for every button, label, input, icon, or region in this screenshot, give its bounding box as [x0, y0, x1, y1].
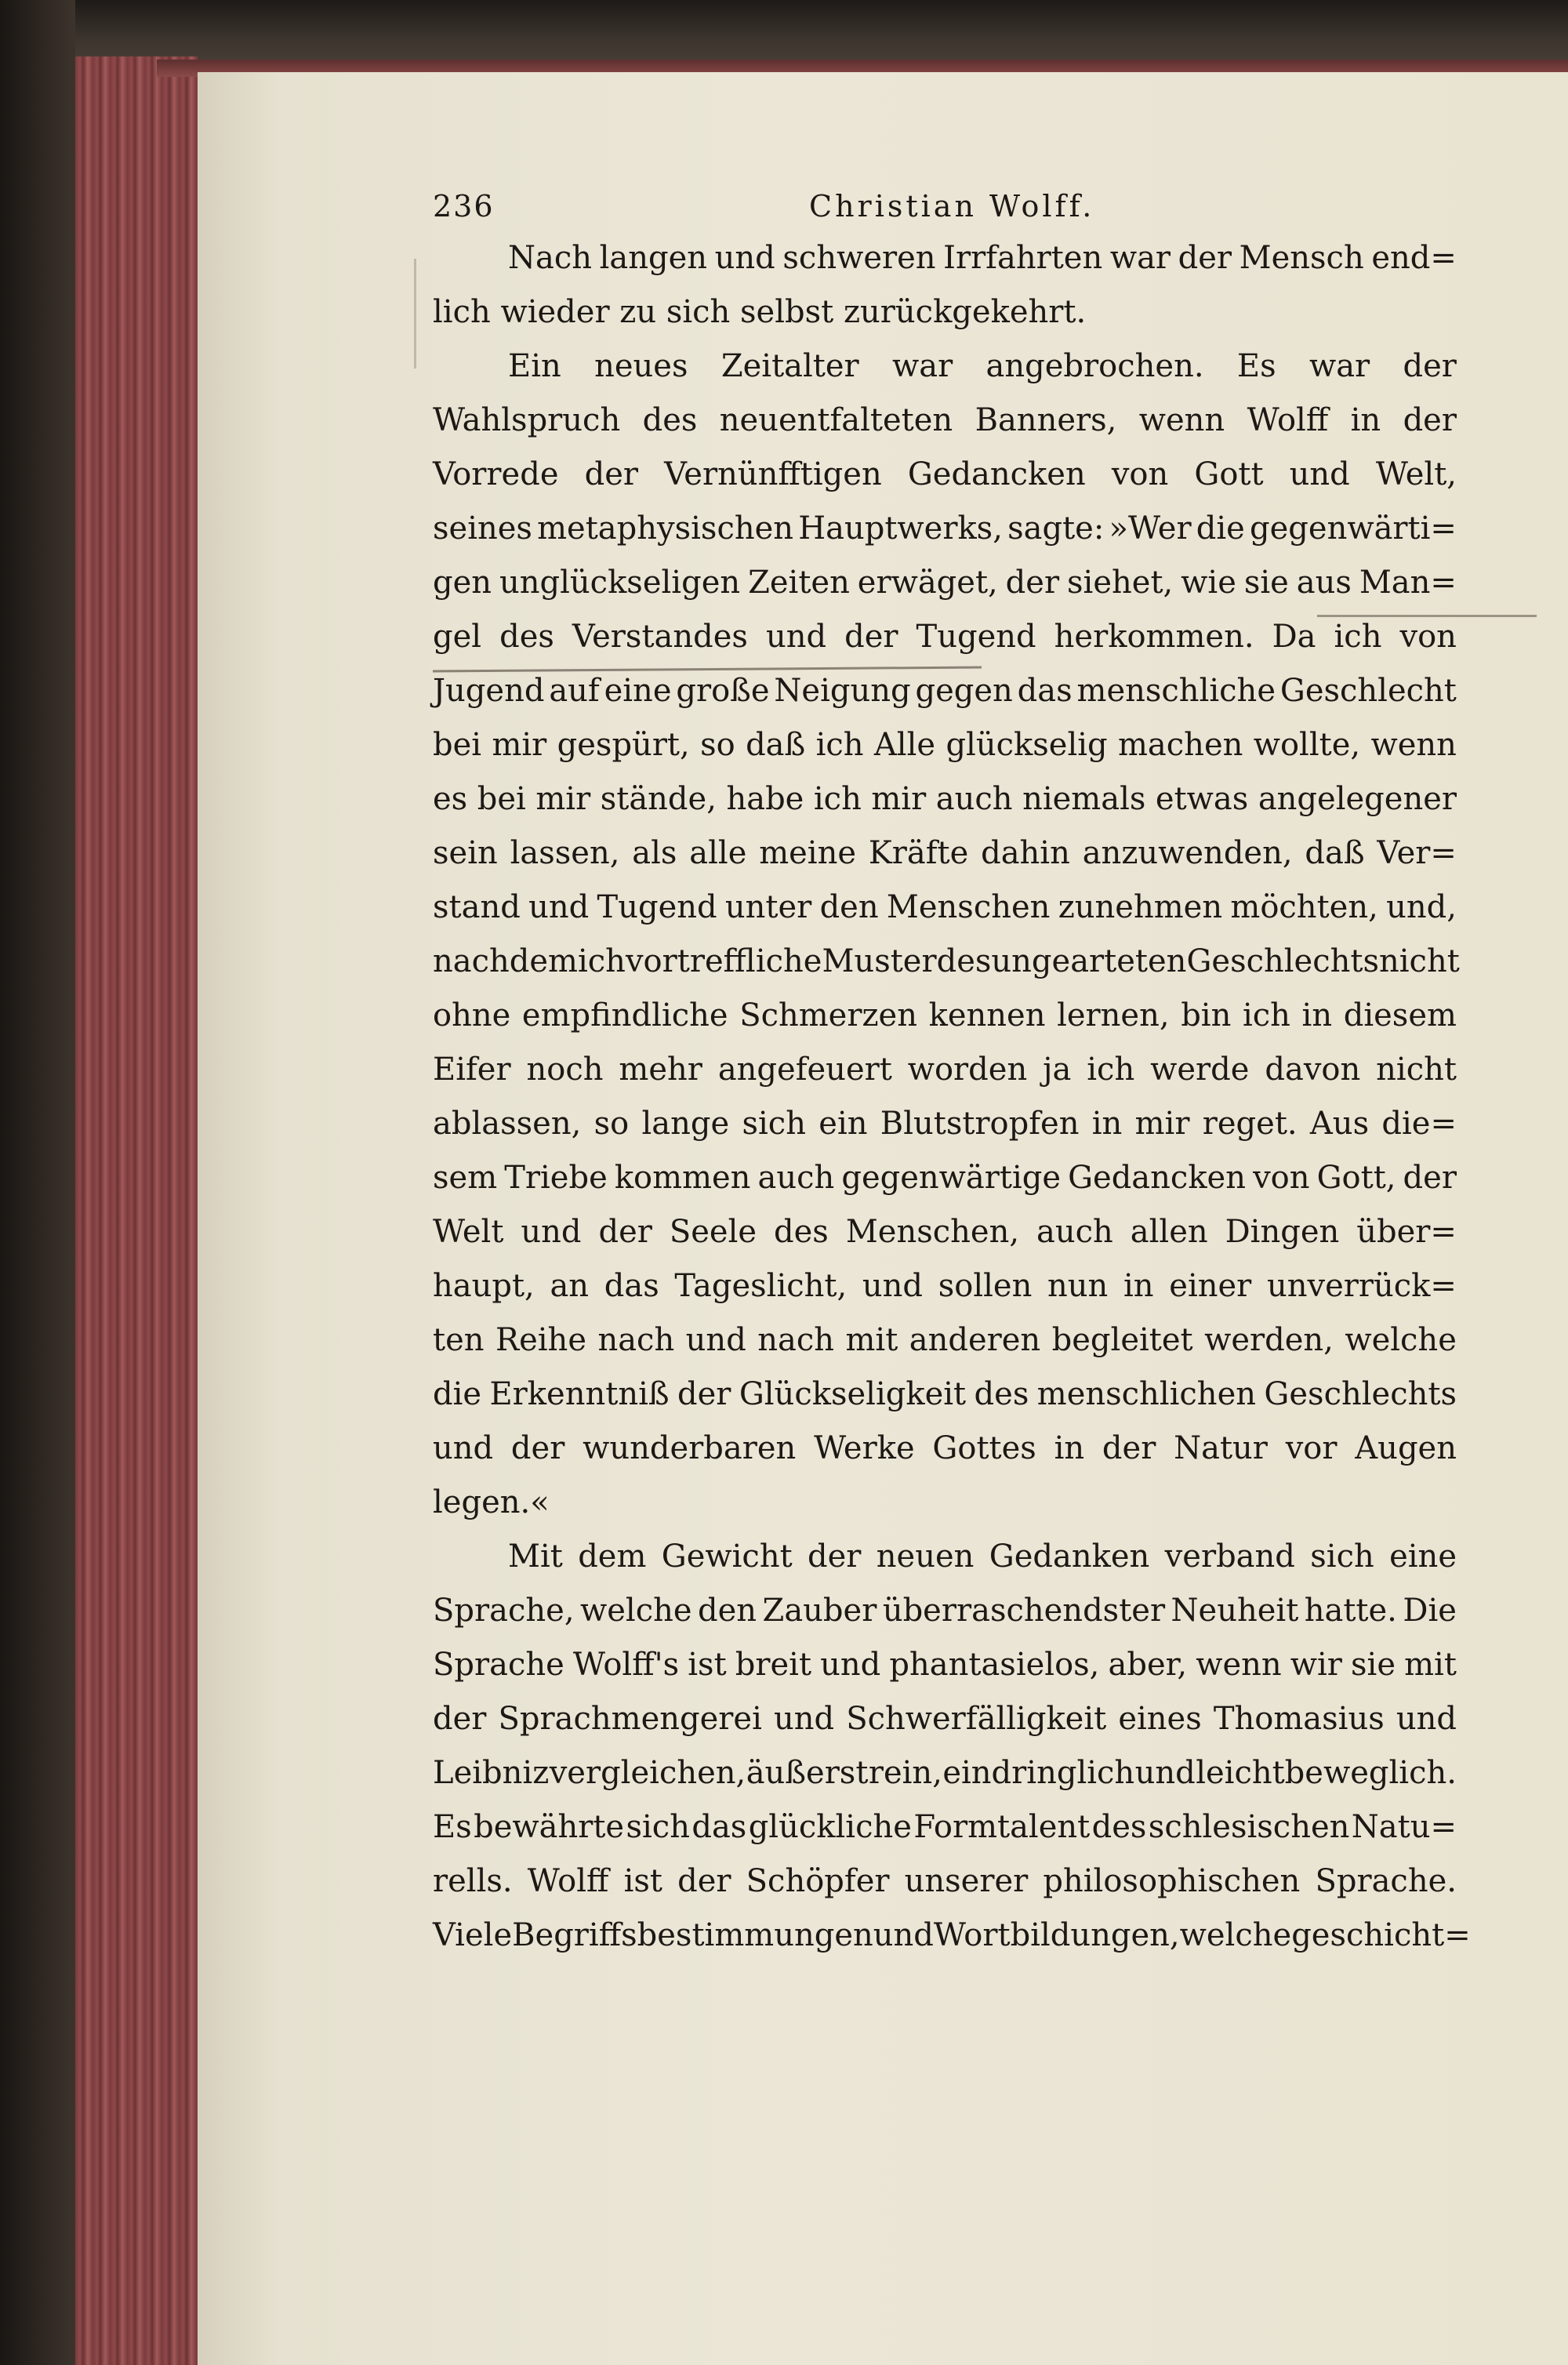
- text-line: Jugend auf eine große Neigung gegen das menschliche Geschlecht: [433, 673, 1457, 709]
- text-line: Viele Begriffsbestimmungen und Wortbildungen, welche geschicht=: [433, 1917, 1471, 1953]
- text-line: die Erkenntniß der Glückseligkeit des menschlichen Geschlechts: [433, 1376, 1457, 1412]
- text-line: nachdem ich vortreffliche Muster des ungearteten Geschlechts nicht: [433, 943, 1460, 979]
- text-line: ohne empfindliche Schmerzen kennen lernen, bin ich in diesem: [433, 997, 1457, 1034]
- text-line: der Sprachmengerei und Schwerfälligkeit eines Thomasius und: [433, 1701, 1457, 1737]
- text-line: gel des Verstandes und der Tugend herkommen. Da ich von: [433, 619, 1457, 655]
- running-head: [433, 184, 1457, 231]
- text-line: Sprache Wolff's ist breit und phantasielos, aber, wenn wir sie mit: [433, 1647, 1457, 1683]
- text-line: Es bewährte sich das glückliche Formtalent des schlesischen Natu=: [433, 1809, 1457, 1845]
- text-line: Nach langen und schweren Irrfahrten war der Mensch end=: [508, 240, 1457, 276]
- text-line: Eifer noch mehr angefeuert worden ja ich werde davon nicht: [433, 1052, 1457, 1088]
- text-line: gen unglückseligen Zeiten erwäget, der siehet, wie sie aus Man=: [433, 565, 1457, 601]
- text-line: rells. Wolff ist der Schöpfer unserer philosophischen Sprache.: [433, 1863, 1457, 1899]
- text-line: sem Triebe kommen auch gegenwärtige Gedancken von Gott, der: [433, 1160, 1457, 1196]
- text-line: und der wunderbaren Werke Gottes in der Natur vor Augen: [433, 1430, 1457, 1466]
- text-line: stand und Tugend unter den Menschen zunehmen möchten, und,: [433, 889, 1457, 925]
- text-line: Welt und der Seele des Menschen, auch allen Dingen über=: [433, 1214, 1457, 1250]
- page-text-block: [433, 184, 1471, 1963]
- page-edges: [75, 56, 198, 2365]
- book-cover-top: [0, 0, 1568, 69]
- body-text: [433, 231, 1471, 1963]
- running-head-title: Christian Wolff.: [809, 189, 1095, 223]
- text-line: Leibniz vergleichen, äußerst rein, eindringlich und leichtbeweglich.: [433, 1755, 1457, 1791]
- text-line: Wahlspruch des neuentfalteten Banners, wenn Wolff in der: [433, 402, 1457, 438]
- book-cover-left: [0, 0, 75, 2365]
- pencil-margin-mark: [414, 259, 416, 369]
- text-line: lich wieder zu sich selbst zurückgekehrt.: [433, 294, 1087, 330]
- text-line: seines metaphysischen Hauptwerks, sagte: »Wer die gegenwärti=: [433, 510, 1457, 547]
- text-line: Mit dem Gewicht der neuen Gedanken verband sich eine: [508, 1539, 1457, 1575]
- text-line: ablassen, so lange sich ein Blutstropfen in mir reget. Aus die=: [433, 1106, 1457, 1142]
- text-line: ten Reihe nach und nach mit anderen begleitet werden, welche: [433, 1322, 1457, 1358]
- text-line: es bei mir stände, habe ich mir auch niemals etwas angelegener: [433, 781, 1457, 817]
- text-line: Sprache, welche den Zauber überraschendster Neuheit hatte. Die: [433, 1593, 1457, 1629]
- text-line: Vorrede der Vernünfftigen Gedancken von Gott und Welt,: [433, 456, 1457, 492]
- page-number: 236: [433, 189, 495, 223]
- text-line: sein lassen, als alle meine Kräfte dahin anzuwenden, daß Ver=: [433, 835, 1457, 871]
- text-line: haupt, an das Tageslicht, und sollen nun in einer unverrück=: [433, 1268, 1457, 1304]
- text-line: bei mir gespürt, so daß ich Alle glückselig machen wollte, wenn: [433, 727, 1457, 763]
- text-line: Ein neues Zeitalter war angebrochen. Es war der: [508, 348, 1457, 384]
- text-line: legen.«: [433, 1484, 550, 1520]
